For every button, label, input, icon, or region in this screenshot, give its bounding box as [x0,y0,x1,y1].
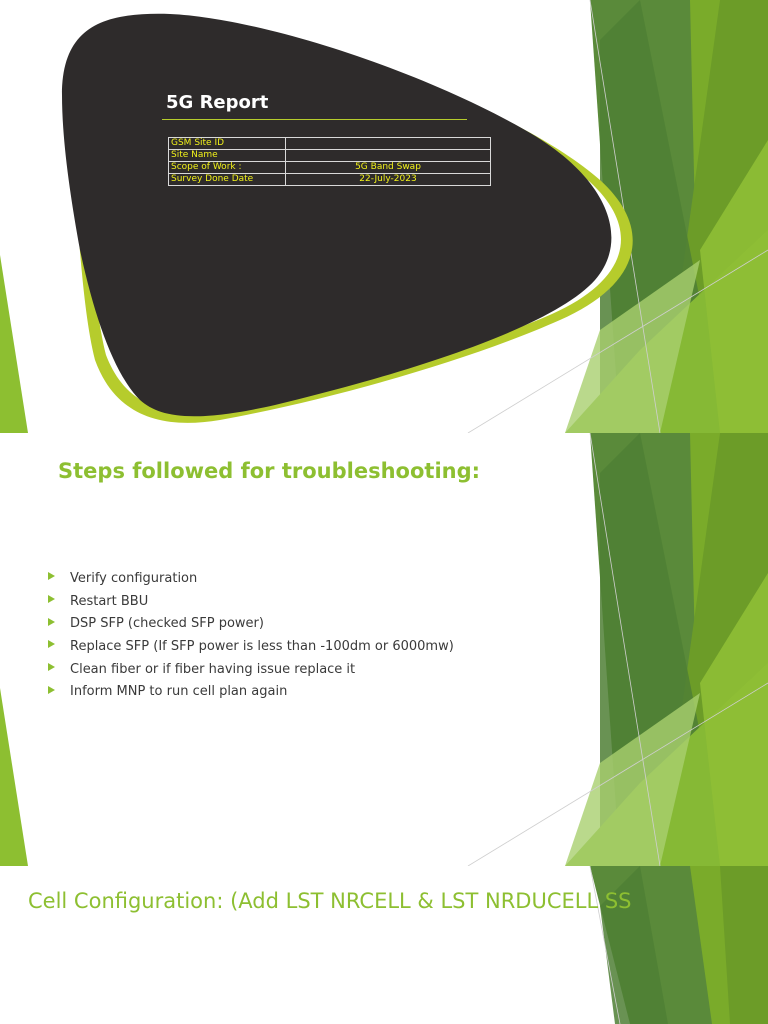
slide-cell-configuration [0,866,768,1024]
table-cell-label: Scope of Work : [169,162,286,174]
bullet-arrow-icon [48,686,55,694]
table-cell-value: 5G Band Swap [286,162,491,174]
troubleshooting-heading: Steps followed for troubleshooting: [58,459,481,483]
step-text: Verify configuration [70,570,198,586]
step-text: Inform MNP to run cell plan again [70,684,288,700]
title-underline [162,119,467,120]
cell-config-heading: Cell Configuration: (Add LST NRCELL & LST NRDUCELL SS [28,889,632,913]
bullet-arrow-icon [48,663,55,671]
table-row [169,150,491,162]
bullet-arrow-icon [48,640,55,648]
list-item [48,567,454,590]
table-cell-value [286,150,491,162]
bullet-arrow-icon [48,572,55,580]
steps-list [48,567,454,703]
step-text: Replace SFP (If SFP power is less than -100dm or 6000mw) [70,638,454,654]
step-text: DSP SFP (checked SFP power) [70,616,264,632]
table-cell-label: Survey Done Date [169,174,286,186]
table-row [169,138,491,150]
step-text: Clean fiber or if fiber having issue replace it [70,661,356,677]
table-cell-label: GSM Site ID [169,138,286,150]
bullet-arrow-icon [48,595,55,603]
table-row [169,174,491,186]
list-item [48,635,454,658]
bullet-arrow-icon [48,618,55,626]
table-cell-value [286,138,491,150]
site-info-table [168,137,491,186]
slide-title [0,0,768,433]
list-item [48,658,454,681]
slide-troubleshooting [0,433,768,866]
table-row [169,162,491,174]
list-item [48,612,454,635]
list-item [48,680,454,703]
step-text: Restart BBU [70,593,149,609]
slide-decoration [0,0,768,433]
report-title: 5G Report [166,92,269,113]
table-cell-label: Site Name [169,150,286,162]
table-cell-value: 22-July-2023 [286,174,491,186]
list-item [48,590,454,613]
